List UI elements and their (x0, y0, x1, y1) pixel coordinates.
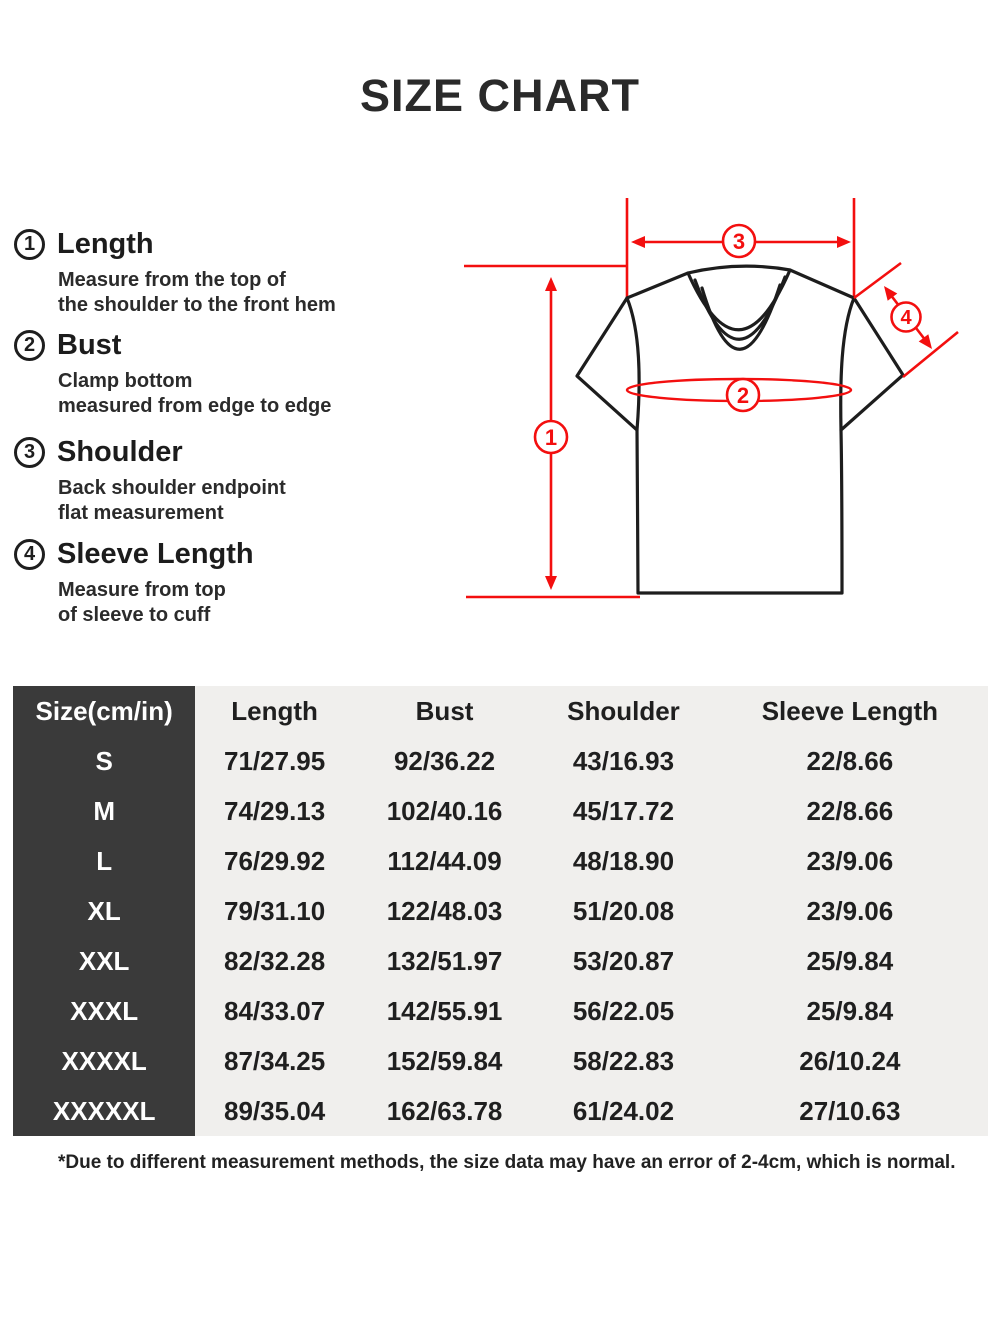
step-label: Length (57, 228, 154, 260)
step-description-line: flat measurement (58, 502, 224, 524)
size-table (13, 686, 988, 1136)
arrowhead (545, 576, 557, 590)
measurement-cell: 25/9.84 (806, 945, 894, 976)
measurement-cell: 51/20.08 (572, 895, 675, 926)
arrowhead (919, 334, 932, 349)
measurement-cell: 61/24.02 (572, 1095, 675, 1126)
measurement-cell: 87/34.25 (224, 1045, 326, 1076)
size-cell: XXL (13, 936, 195, 986)
step-length-head (14, 228, 444, 261)
step-description-line: Back shoulder endpoint (58, 477, 286, 499)
measurement-cell: 26/10.24 (799, 1045, 901, 1076)
measurement-cell: 23/9.06 (806, 895, 894, 926)
header-length: Length (231, 695, 318, 726)
size-table-container (13, 686, 988, 1136)
header-sleeve-length: Sleeve Length (761, 695, 938, 726)
step-shoulder (14, 436, 444, 526)
marker-label-4: 4 (900, 307, 912, 329)
step-description (58, 476, 444, 526)
step-number-badge: 3 (14, 437, 45, 468)
size-cell: XL (13, 886, 195, 936)
step-number-badge: 4 (14, 539, 45, 570)
step-length (14, 228, 444, 318)
step-number-badge: 1 (14, 229, 45, 260)
measurement-cell: 58/22.83 (572, 1045, 675, 1076)
measurement-cell: 112/44.09 (387, 845, 502, 876)
measurement-cell: 23/9.06 (806, 845, 894, 876)
table-row (13, 836, 988, 886)
measurement-disclaimer: *Due to different measurement methods, the size data may have an error of 2-4cm, which is normal. (58, 1152, 956, 1173)
marker-label-1: 1 (544, 425, 558, 450)
measurement-cell: 102/40.16 (386, 795, 503, 826)
tshirt-drawing (577, 266, 903, 593)
table-row (13, 886, 988, 936)
measurement-cell: 22/8.66 (806, 745, 894, 776)
measurement-cell: 82/32.28 (224, 945, 326, 976)
marker-label-2: 2 (736, 383, 750, 408)
size-table-body (13, 736, 988, 1136)
step-label: Shoulder (57, 436, 183, 468)
size-cell: L (13, 836, 195, 886)
size-table-header (13, 686, 988, 736)
step-description (58, 578, 444, 628)
measurement-cell: 22/8.66 (806, 795, 894, 826)
size-cell: XXXL (13, 986, 195, 1036)
step-description (58, 268, 444, 318)
measurement-cell: 45/17.72 (572, 795, 675, 826)
measurement-cell: 53/20.87 (572, 945, 675, 976)
step-description-line: Measure from the top of (58, 269, 286, 291)
table-row (13, 1036, 988, 1086)
measurement-cell: 43/16.93 (572, 745, 675, 776)
table-row (13, 986, 988, 1036)
step-number-badge: 2 (14, 330, 45, 361)
measurement-cell: 71/27.95 (224, 745, 326, 776)
measurement-cell: 152/59.84 (386, 1045, 503, 1076)
header-bust: Bust (415, 695, 474, 726)
measurement-cell: 56/22.05 (572, 995, 675, 1026)
arrowhead (545, 277, 557, 291)
step-description-line: Clamp bottom (58, 370, 193, 392)
measurement-cell: 27/10.63 (799, 1095, 901, 1126)
arrowhead (884, 286, 897, 301)
table-row (13, 736, 988, 786)
measurement-cell: 48/18.90 (572, 845, 675, 876)
step-shoulder-head (14, 436, 444, 469)
header-row (13, 686, 988, 736)
measurement-cell: 25/9.84 (806, 995, 894, 1026)
step-description-line: of sleeve to cuff (58, 604, 211, 626)
size-cell: S (13, 736, 195, 786)
header-size: Size(cm/in) (13, 686, 195, 736)
arrowhead (631, 236, 645, 248)
step-description (58, 369, 444, 419)
step-label: Sleeve Length (57, 538, 254, 570)
measurement-cell: 162/63.78 (386, 1095, 503, 1126)
tshirt-measurement-diagram (440, 185, 1000, 660)
measurement-cell: 84/33.07 (224, 995, 326, 1026)
step-description-line: the shoulder to the front hem (58, 294, 336, 316)
step-description-line: measured from edge to edge (58, 395, 332, 417)
step-sleeve-length-head (14, 538, 444, 571)
marker-label-3: 3 (732, 229, 746, 254)
measurement-cell: 122/48.03 (386, 895, 503, 926)
size-cell: XXXXXL (13, 1086, 195, 1136)
measurement-cell: 79/31.10 (224, 895, 326, 926)
measurement-cell: 142/55.91 (386, 995, 503, 1026)
size-cell: XXXXL (13, 1036, 195, 1086)
header-shoulder: Shoulder (567, 695, 680, 726)
page-title: SIZE CHART (360, 70, 640, 121)
table-row (13, 786, 988, 836)
step-description-line: Measure from top (58, 579, 226, 601)
table-row (13, 936, 988, 986)
measurement-cell: 74/29.13 (224, 795, 326, 826)
measurement-cell: 76/29.92 (224, 845, 326, 876)
size-cell: M (13, 786, 195, 836)
sleeve-ext-line-bottom (903, 332, 958, 377)
step-bust (14, 329, 444, 419)
tshirt-outline (577, 266, 903, 593)
step-label: Bust (57, 329, 122, 361)
table-row (13, 1086, 988, 1136)
step-bust-head (14, 329, 444, 362)
measurement-cell: 89/35.04 (224, 1095, 326, 1126)
step-sleeve-length (14, 538, 444, 628)
measurement-cell: 92/36.22 (393, 745, 496, 776)
measurement-cell: 132/51.97 (386, 945, 503, 976)
arrowhead (837, 236, 851, 248)
